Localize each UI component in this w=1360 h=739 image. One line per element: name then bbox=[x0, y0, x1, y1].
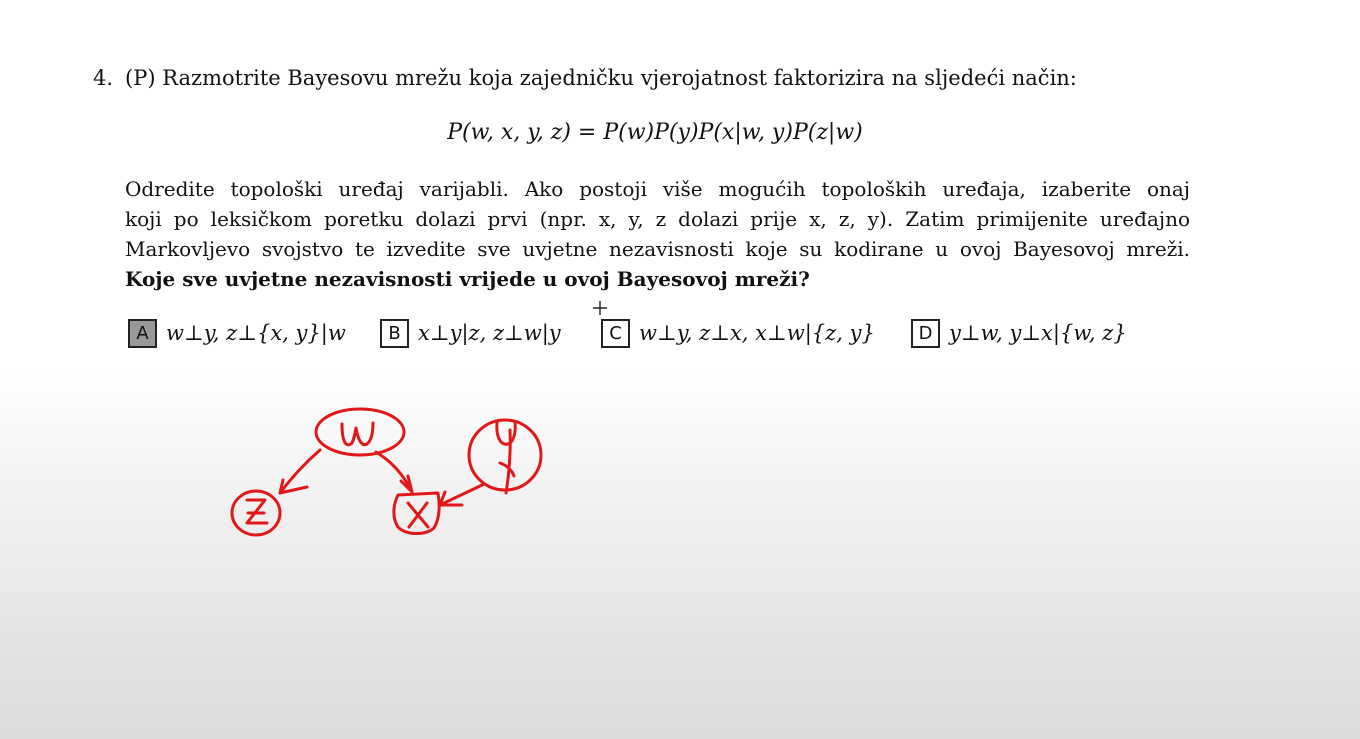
option-b-box[interactable]: B bbox=[380, 319, 409, 348]
option-a-box[interactable]: A bbox=[128, 319, 157, 348]
option-d-text: y⊥w, y⊥x|{w, z} bbox=[949, 321, 1127, 345]
paragraph-line: Markovljevo svojstvo te izvedite sve uvjetne nezavisnosti koje su kodirane u ovoj Bayesovoj mreži. bbox=[125, 237, 1190, 261]
option-d[interactable] bbox=[911, 316, 1127, 350]
node-w-letter bbox=[342, 423, 373, 445]
problem-intro: (P) Razmotrite Bayesovu mrežu koja zajedničku vjerojatnost faktorizira na sljedeći način: bbox=[125, 66, 1077, 90]
answer-options bbox=[128, 316, 1228, 350]
problem-number: 4. bbox=[93, 66, 114, 90]
node-z-circle bbox=[232, 491, 280, 535]
option-b[interactable] bbox=[380, 316, 561, 350]
option-c[interactable] bbox=[601, 316, 875, 350]
option-c-text: w⊥y, z⊥x, x⊥w|{z, y} bbox=[639, 321, 875, 345]
node-w-circle bbox=[316, 409, 404, 455]
node-y-circle bbox=[469, 420, 541, 490]
edge-w-z bbox=[280, 450, 320, 493]
edge-w-x bbox=[376, 452, 412, 492]
node-x-letter bbox=[408, 503, 428, 527]
option-c-box[interactable]: C bbox=[601, 319, 630, 348]
factorization-equation: P(w, x, y, z) = P(w)P(y)P(x|w, y)P(z|w) bbox=[447, 120, 863, 145]
paragraph-line: Odredite topološki uređaj varijabli. Ako postoji više mogućih topoloških uređaja, izaberite onaj bbox=[125, 177, 1190, 201]
option-a[interactable] bbox=[128, 316, 346, 350]
node-y-letter bbox=[497, 422, 515, 493]
edge-y-x bbox=[440, 484, 484, 505]
question-text: Koje sve uvjetne nezavisnosti vrijede u ovoj Bayesovoj mreži? bbox=[125, 267, 810, 291]
crosshair-cursor-icon bbox=[592, 300, 608, 316]
option-d-box[interactable]: D bbox=[911, 319, 940, 348]
option-a-text: w⊥y, z⊥{x, y}|w bbox=[166, 321, 346, 345]
problem-paragraph bbox=[125, 174, 1190, 294]
node-z-letter bbox=[247, 500, 267, 523]
option-b-text: x⊥y|z, z⊥w|y bbox=[418, 321, 561, 345]
node-x-circle bbox=[394, 493, 439, 534]
paragraph-line: koji po leksičkom poretku dolazi prvi (npr. x, y, z dolazi prije x, z, y). Zatim primijenite uređajno bbox=[125, 207, 1190, 231]
